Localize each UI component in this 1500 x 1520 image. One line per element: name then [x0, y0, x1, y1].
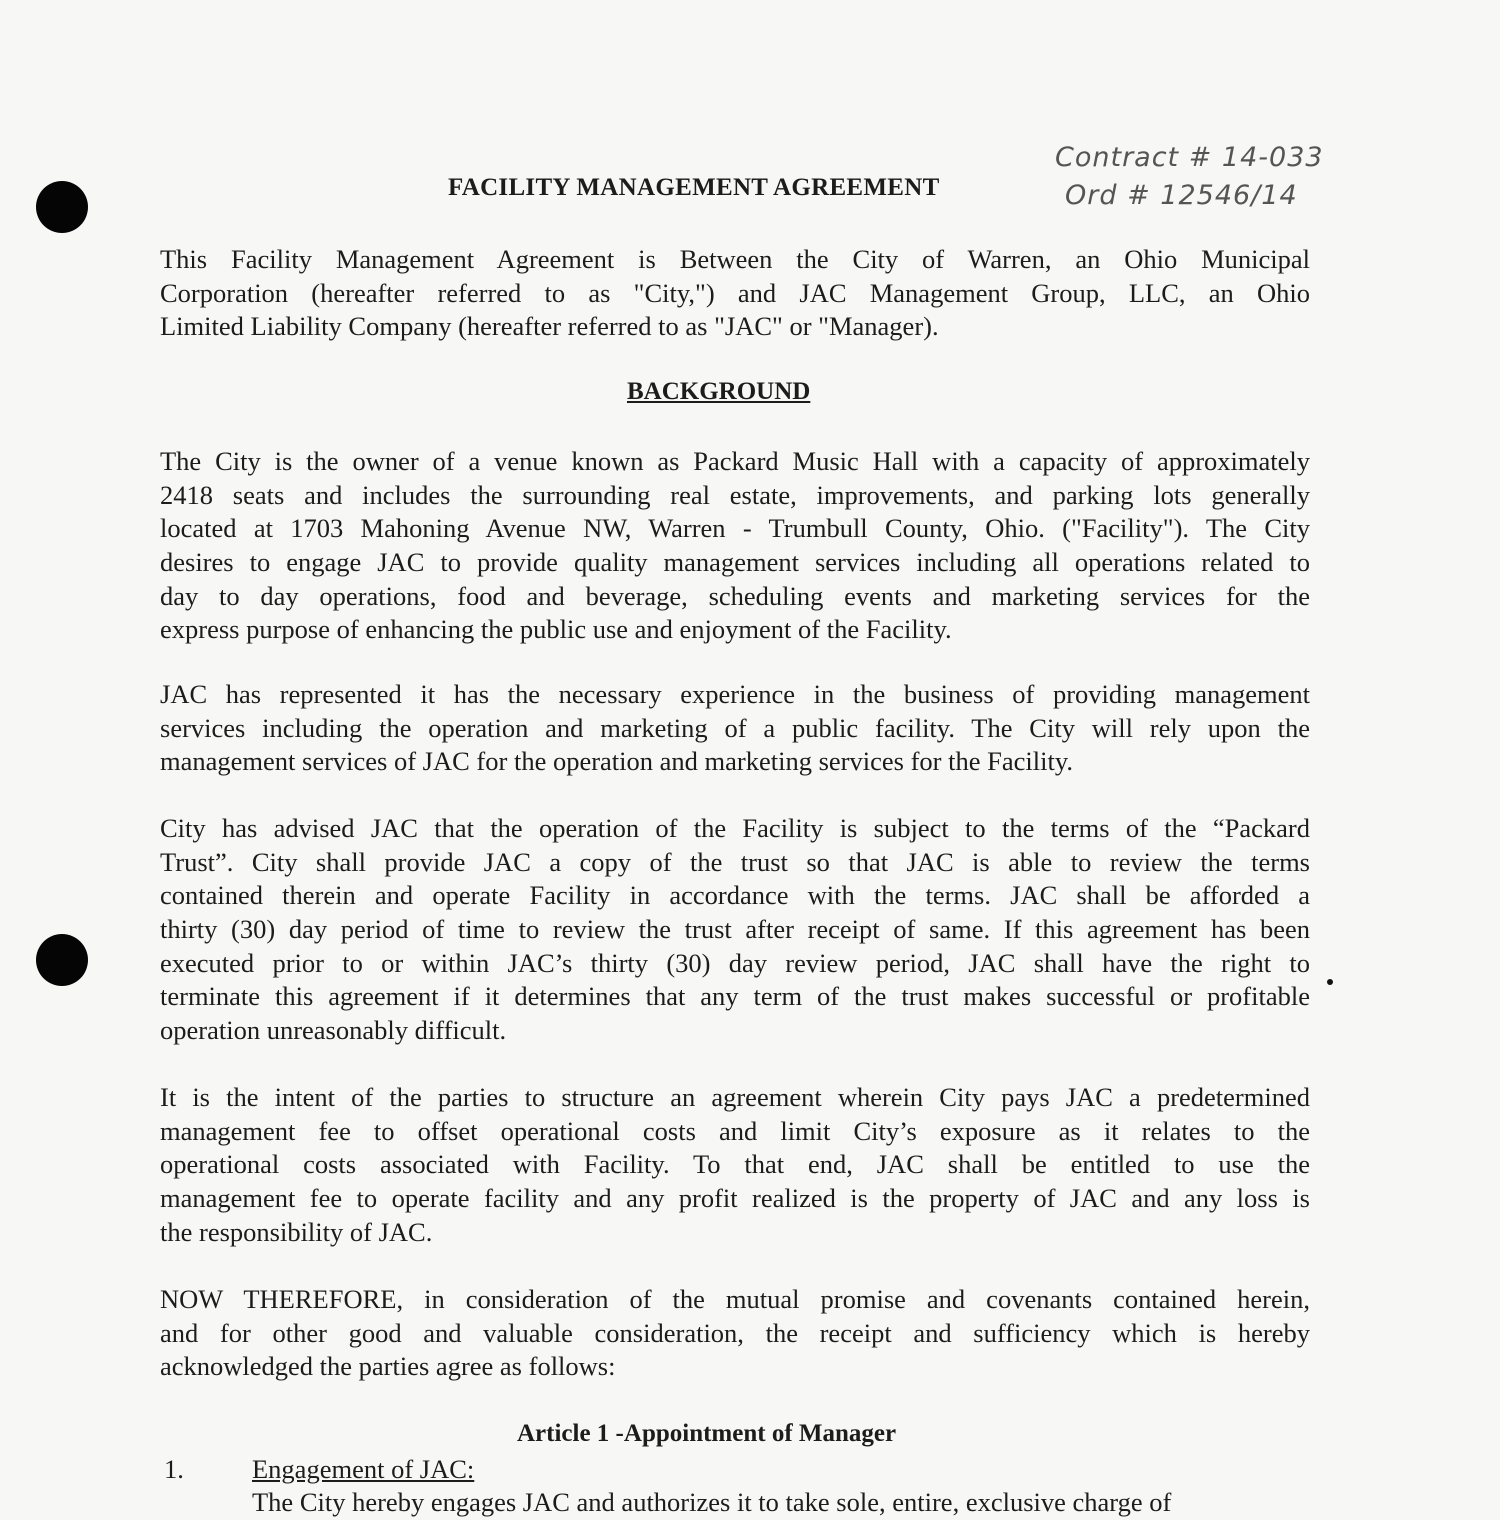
paragraph-venue	[160, 445, 1310, 647]
paragraph-now-therefore	[160, 1283, 1310, 1384]
item-text: The City hereby engages JAC and authorizes it to take sole, entire, exclusive charge of	[252, 1487, 1172, 1517]
text-line: Corporation (hereafter referred to as "City,") and JAC Management Group, LLC, an Ohio	[160, 277, 1310, 308]
text-line: 2418 seats and includes the surrounding real estate, improvements, and parking lots generally	[160, 479, 1310, 510]
paragraph-intent	[160, 1081, 1310, 1249]
paragraph-experience	[160, 678, 1310, 779]
text-line: the responsibility of JAC.	[160, 1216, 433, 1247]
text-line: management services of JAC for the operation and marketing services for the Facility.	[160, 746, 1073, 777]
text-line: The City is the owner of a venue known as Packard Music Hall with a capacity of approximately	[160, 446, 1310, 476]
item-title: Engagement of JAC:	[252, 1454, 475, 1484]
item-number: 1.	[164, 1454, 184, 1484]
text-line: thirty (30) day period of time to review the trust after receipt of same. If this agreement has been	[160, 914, 1310, 945]
text-line: City has advised JAC that the operation of the Facility is subject to the terms of the “Packard	[160, 813, 1310, 843]
article-1-heading: Article 1 -Appointment of Manager	[517, 1420, 897, 1447]
text-line: Limited Liability Company (hereafter referred to as "JAC" or "Manager).	[160, 311, 939, 342]
text-line: contained therein and operate Facility in accordance with the terms. JAC shall be afforded a	[160, 880, 1310, 911]
background-heading: BACKGROUND	[627, 378, 811, 405]
text-line: terminate this agreement if it determines that any term of the trust makes successful or profitable	[160, 981, 1310, 1012]
text-line: located at 1703 Mahoning Avenue NW, Warren - Trumbull County, Ohio. ("Facility"). The City	[160, 513, 1310, 544]
paragraph-trust	[160, 812, 1310, 1048]
text-line: day to day operations, food and beverage, scheduling events and marketing services for the	[160, 580, 1310, 611]
document-title: FACILITY MANAGEMENT AGREEMENT	[448, 174, 940, 201]
punch-hole	[36, 181, 88, 233]
text-line: services including the operation and marketing of a public facility. The City will rely upon the	[160, 712, 1310, 743]
intro-paragraph	[160, 243, 1310, 344]
handwritten-ordinance-number: Ord # 12546/14	[1065, 180, 1298, 211]
scan-speck	[1327, 979, 1333, 985]
text-line: and for other good and valuable consideration, the receipt and sufficiency which is hereby	[160, 1317, 1310, 1348]
text-line: This Facility Management Agreement is Between the City of Warren, an Ohio Municipal	[160, 244, 1310, 274]
text-line: Trust”. City shall provide JAC a copy of the trust so that JAC is able to review the terms	[160, 846, 1310, 877]
text-line: management fee to offset operational costs and limit City’s exposure as it relates to the	[160, 1115, 1310, 1146]
text-line: management fee to operate facility and any profit realized is the property of JAC and any loss is	[160, 1183, 1310, 1214]
text-line: executed prior to or within JAC’s thirty (30) day review period, JAC shall have the right to	[160, 947, 1310, 978]
text-line: desires to engage JAC to provide quality management services including all operations related to	[160, 547, 1310, 578]
text-line: operation unreasonably difficult.	[160, 1015, 507, 1046]
text-line: acknowledged the parties agree as follows:	[160, 1351, 616, 1382]
text-line: express purpose of enhancing the public use and enjoyment of the Facility.	[160, 614, 952, 645]
text-line: JAC has represented it has the necessary experience in the business of providing management	[160, 679, 1310, 709]
text-line: NOW THEREFORE, in consideration of the mutual promise and covenants contained herein,	[160, 1284, 1310, 1314]
punch-hole	[36, 934, 88, 986]
text-line: operational costs associated with Facility. To that end, JAC shall be entitled to use the	[160, 1149, 1310, 1180]
handwritten-contract-number: Contract # 14-033	[1055, 142, 1324, 173]
text-line: It is the intent of the parties to structure an agreement wherein City pays JAC a predetermined	[160, 1082, 1310, 1112]
